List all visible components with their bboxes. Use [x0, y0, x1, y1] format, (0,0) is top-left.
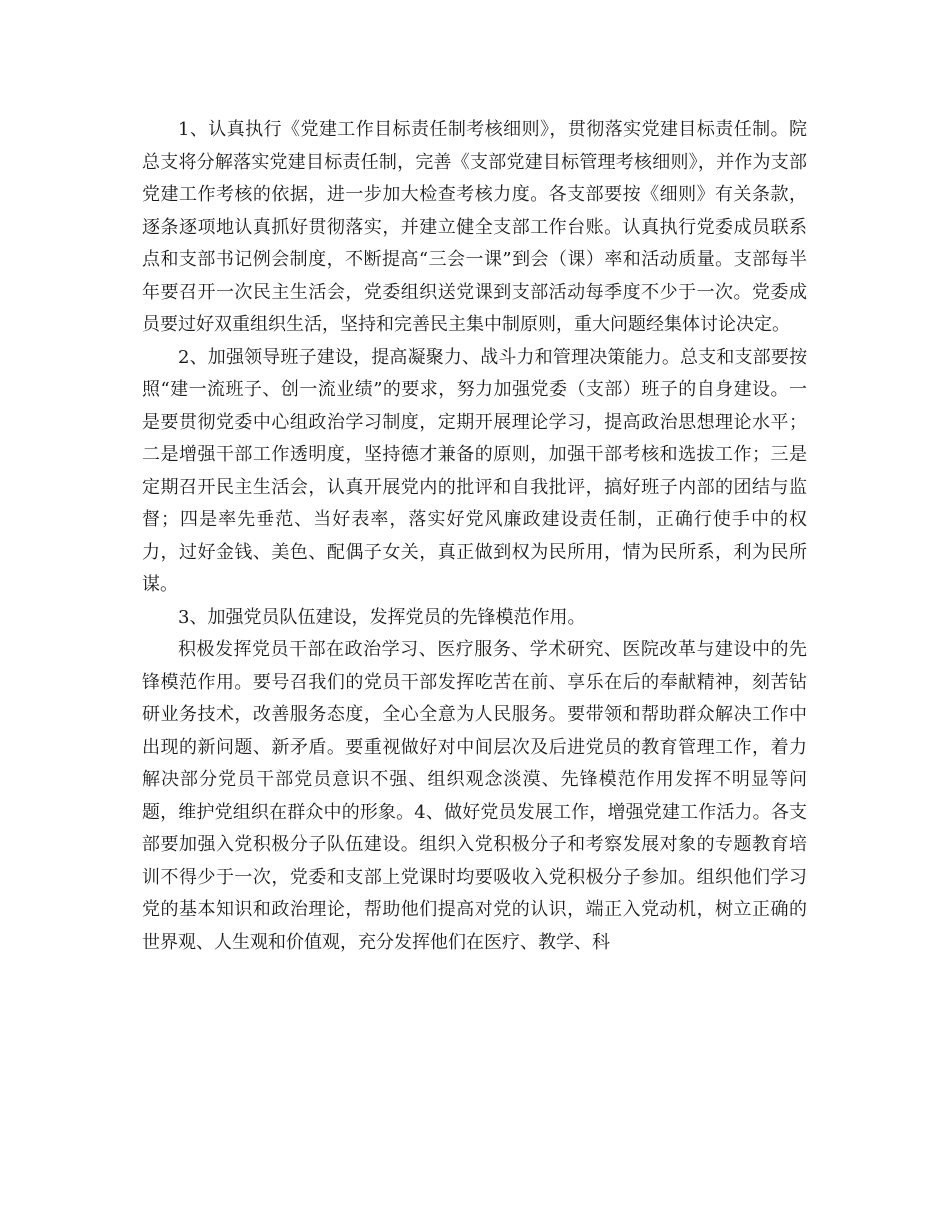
paragraph-4: 积极发挥党员干部在政治学习、医疗服务、学术研究、医院改革与建设中的先锋模范作用。要号召我们的党员干部发挥吃苦在前、享乐在后的奉献精神，刻苦钻研业务技术，改善服务态度，全心全意为人民服务。要带领和帮助群众解决工作中出现的新问题、新矛盾。要重视做好对中间层次及后进党员的教育管理工作，着力解决部分党员干部党员意识不强、组织观念淡漠、先锋模范作用发挥不明显等问题，维护党组织在群众中的形象。4、做好党员发展工作，增强党建工作活力。各支部要加强入党积极分子队伍建设。组织入党积极分子和考察发展对象的专题教育培训不得少于一次，党委和支部上党课时均要吸收入党积极分子参加。组织他们学习党的基本知识和政治理论，帮助他们提高对党的认识，端正入党动机，树立正确的世界观、人生观和价值观，充分发挥他们在医疗、教学、科 — [142, 639, 807, 953]
paragraph-3: 3、加强党员队伍建设，发挥党员的先锋模范作用。 — [178, 606, 586, 628]
document-page — [142, 114, 807, 959]
paragraph-1: 1、认真执行《党建工作目标责任制考核细则》，贯彻落实党建目标责任制。院总支将分解落实党建目标责任制，完善《支部党建目标管理考核细则》，并作为支部党建工作考核的依据，进一步加大检查考核力度。各支部要按《细则》有关条款，逐条逐项地认真抓好贯彻落实，并建立健全支部工作台账。认真执行党委成员联系点和支部书记例会制度，不断提高“三会一课”到会（课）率和活动质量。支部每半年要召开一次民主生活会，党委组织送党课到支部活动每季度不少于一次。党委成员要过好双重组织生活，坚持和完善民主集中制原则，重大问题经集体讨论决定。 — [142, 119, 807, 335]
paragraph-2: 2、加强领导班子建设，提高凝聚力、战斗力和管理决策能力。总支和支部要按照“建一流班子、创一流业绩”的要求，努力加强党委（支部）班子的自身建设。一是要贯彻党委中心组政治学习制度，定期开展理论学习，提高政治思想理论水平；二是增强干部工作透明度，坚持德才兼备的原则，加强干部考核和选拔工作；三是定期召开民主生活会，认真开展党内的批评和自我批评，搞好班子内部的团结与监督；四是率先垂范、当好表率，落实好党风廉政建设责任制，正确行使手中的权力，过好金钱、美色、配偶子女关，真正做到权为民所用，情为民所系，利为民所谋。 — [142, 346, 807, 595]
